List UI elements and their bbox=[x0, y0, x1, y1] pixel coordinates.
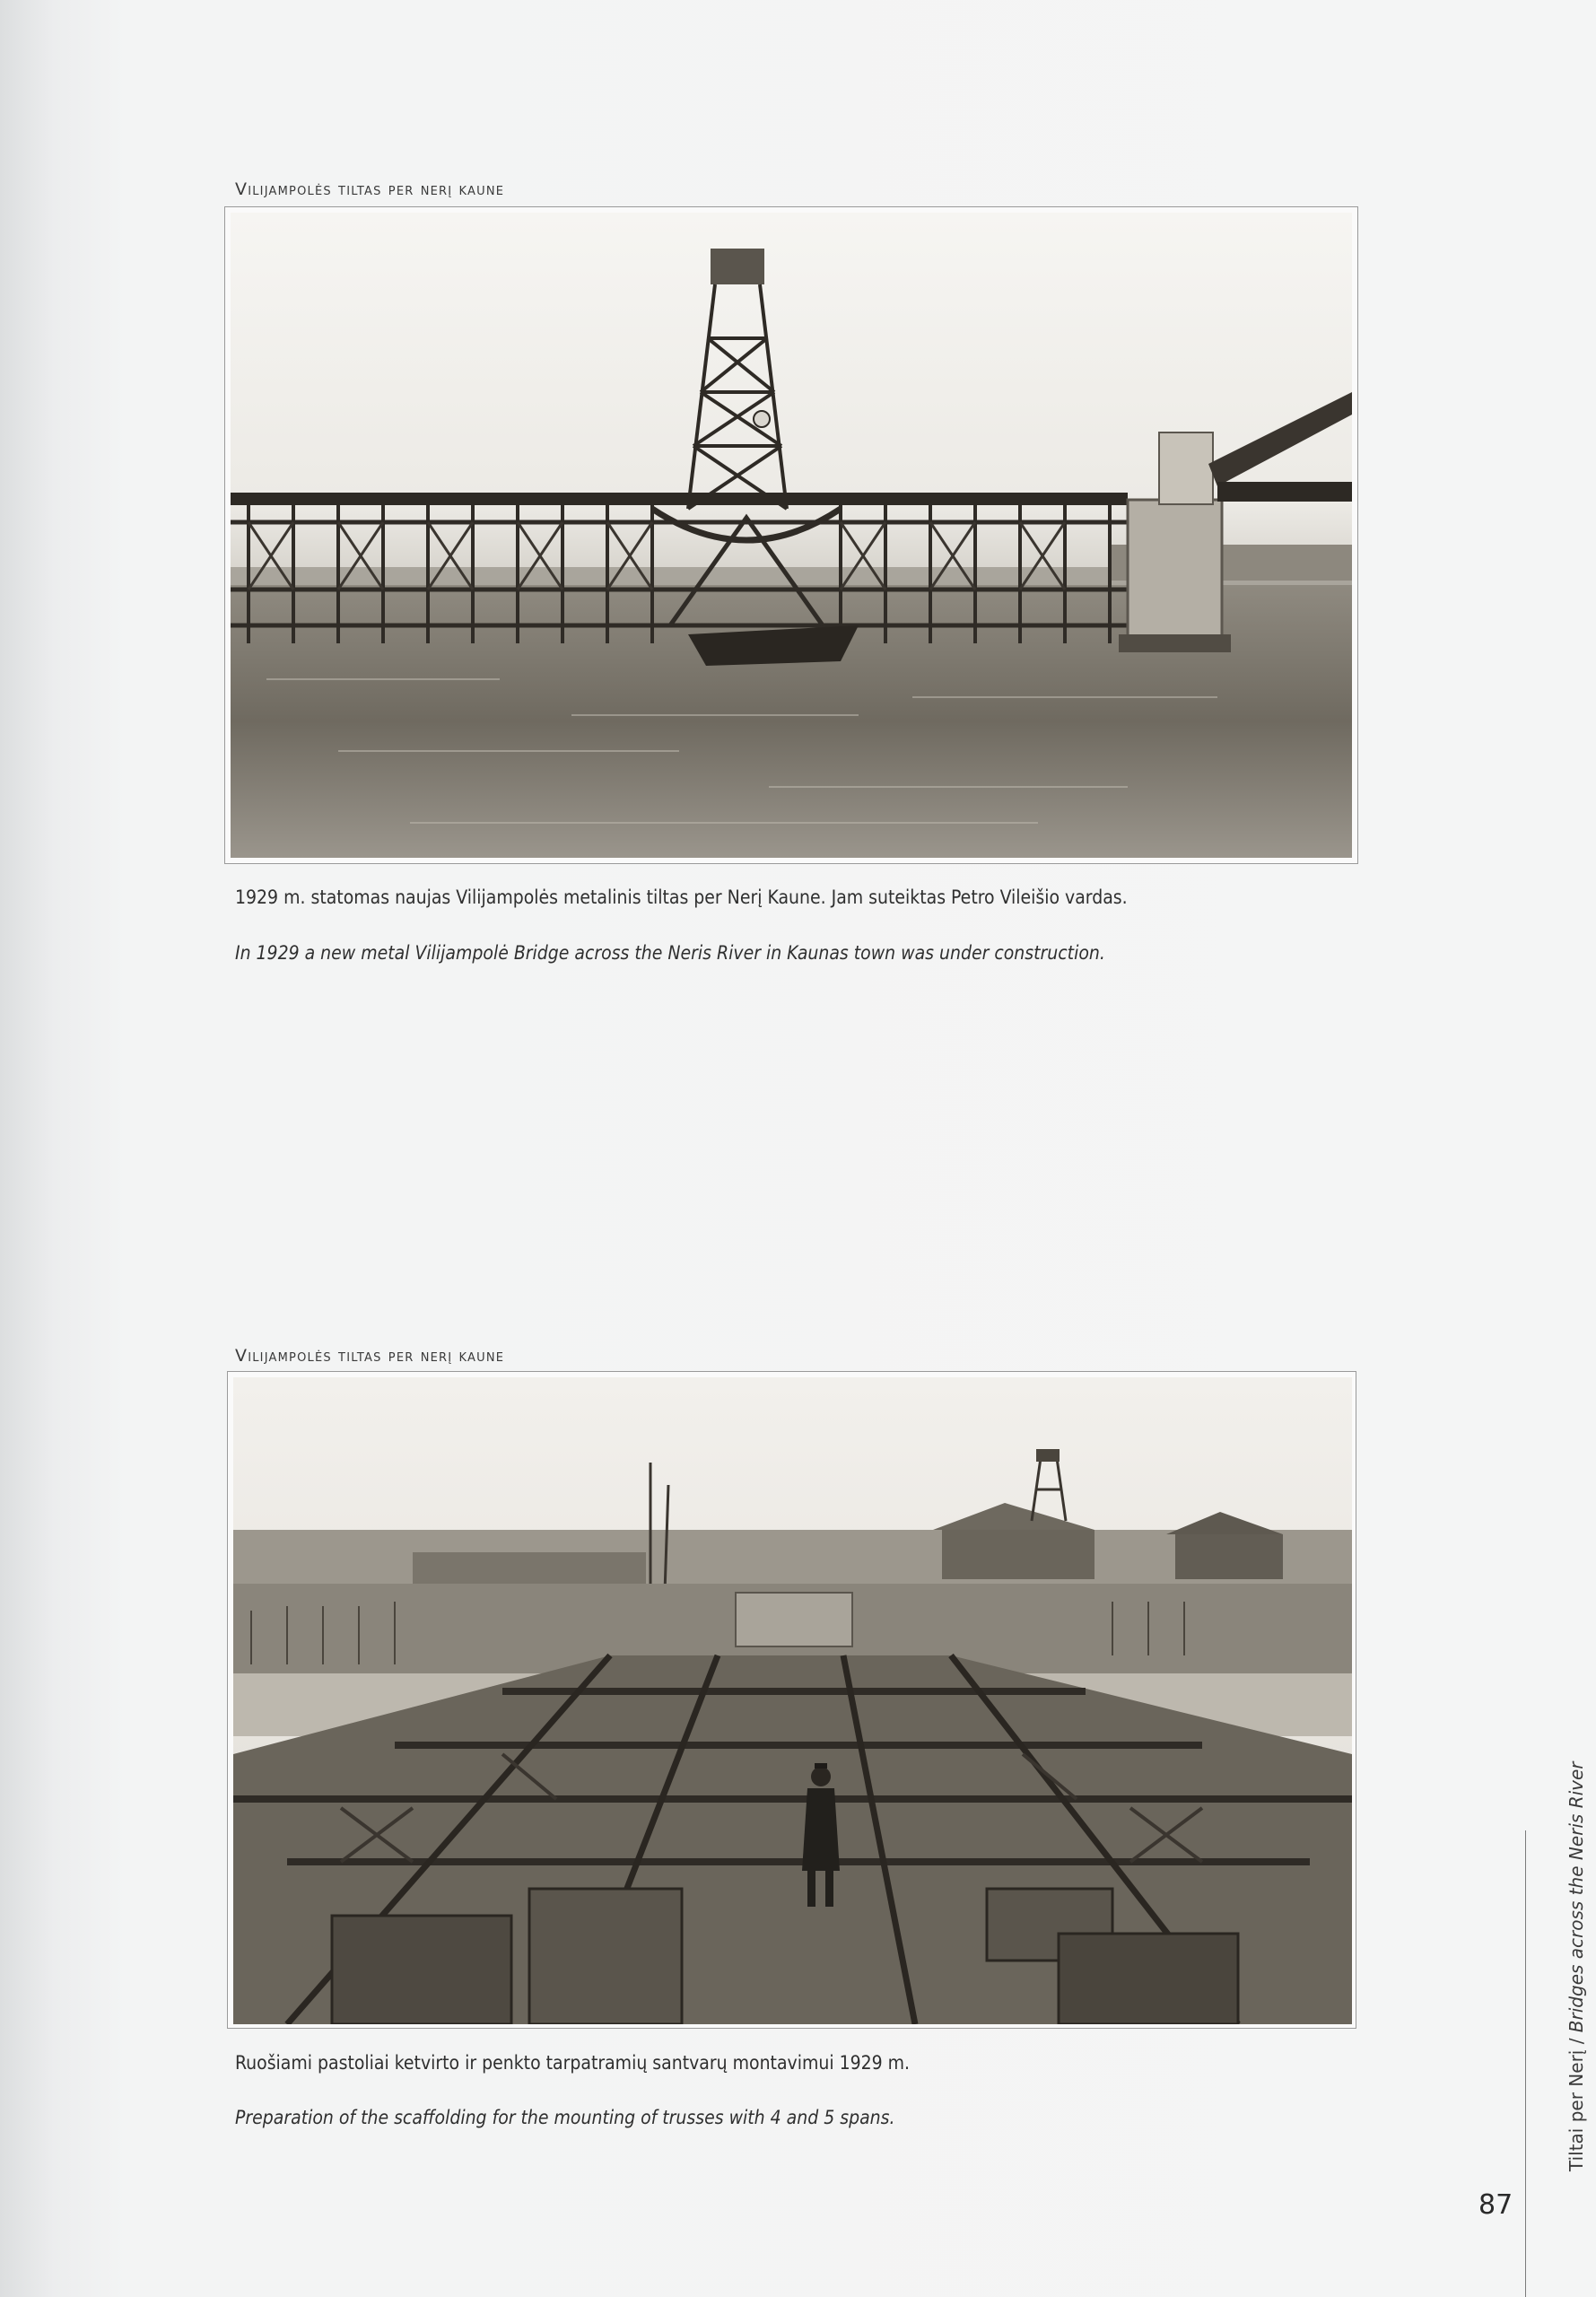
figure-1-photo-frame bbox=[224, 206, 1358, 864]
figure-2-caption-en: Preparation of the scaffolding for the mounting of trusses with 4 and 5 spans. bbox=[235, 2107, 895, 2128]
running-title bbox=[1565, 1761, 1587, 2171]
figure-1-caption-en: In 1929 a new metal Vilijampolė Bridge across the Neris River in Kaunas town was under construction. bbox=[235, 942, 1105, 964]
margin-rule bbox=[1525, 1830, 1526, 2297]
figure-2-header: Vilijampolės tiltas per nerį kaune bbox=[235, 1346, 505, 1366]
figure-2-caption-lt: Ruošiami pastoliai ketvirto ir penkto tarpatramių santvarų montavimui 1929 m. bbox=[235, 2052, 911, 2074]
figure-2-photo-frame bbox=[227, 1371, 1356, 2029]
figure-2-photo bbox=[233, 1377, 1352, 2024]
running-title-en: Bridges across the Neris River bbox=[1565, 1761, 1587, 2033]
figure-1-header: Vilijampolės tiltas per nerį kaune bbox=[235, 179, 505, 199]
page-number: 87 bbox=[1478, 2189, 1513, 2221]
figure-1-photo bbox=[231, 213, 1352, 858]
running-title-lt: Tiltai per Nerį bbox=[1565, 2049, 1587, 2171]
running-title-separator: / bbox=[1565, 2032, 1587, 2050]
figure-1-caption-lt: 1929 m. statomas naujas Vilijampolės metalinis tiltas per Nerį Kaune. Jam suteiktas Petro Vileišio vardas. bbox=[235, 886, 1128, 908]
